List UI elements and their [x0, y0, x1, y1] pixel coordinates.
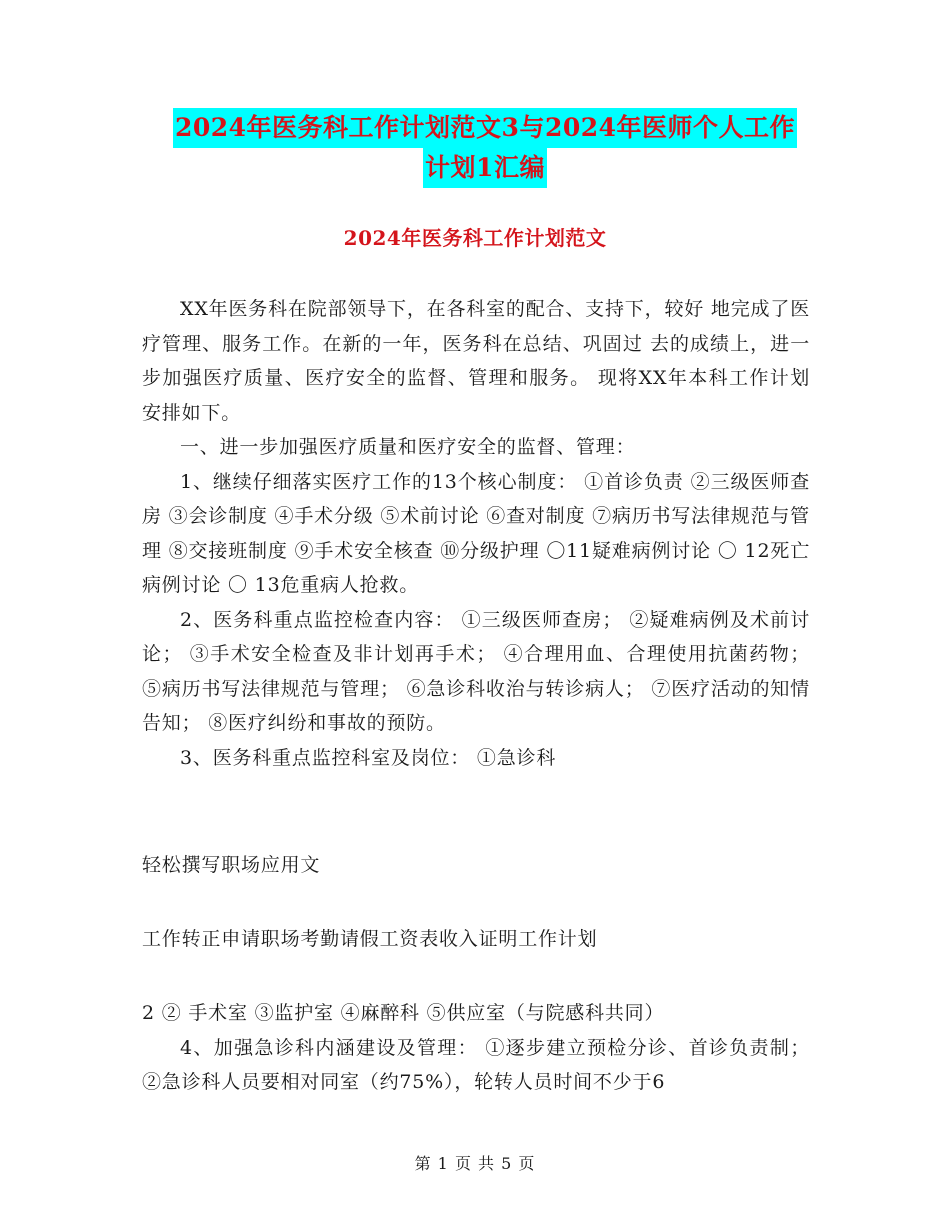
page-footer: 第 1 页 共 5 页 — [414, 1154, 536, 1173]
body-text-continued — [142, 996, 810, 1100]
ad-line-2 — [142, 922, 810, 957]
paragraph-item-1: 1、继续仔细落实医疗工作的13个核心制度： ①首诊负责 ②三级医师查房 ③会诊制度 ④手术分级 ⑤术前讨论 ⑥查对制度 ⑦病历书写法律规范与管理 ⑧交接班制度 ⑨手术安全核查 ⑩分级护理 〇11疑难病例讨论 〇 12死亡病例讨论 〇 13危重病人抢救。 — [142, 470, 810, 596]
section-title: 2024年医务科工作计划范文 — [343, 226, 607, 250]
paragraph-item-3: 3、医务科重点监控科室及岗位： ①急诊科 — [180, 746, 557, 769]
paragraph-item-2: 2、医务科重点监控检查内容： ①三级医师查房； ②疑难病例及术前讨论； ③手术安全检查及非计划再手术； ④合理用血、合理使用抗菌药物； ⑤病历书写法律规范与管理； ⑥急诊科收治与转诊病人； ⑦医疗活动的知情告知； ⑧医疗纠纷和事故的预防。 — [142, 608, 810, 734]
body-text — [142, 292, 810, 775]
paragraph-intro: XX年医务科在院部领导下，在各科室的配合、支持下，较好 地完成了医疗管理、服务工作。在新的一年，医务科在总结、巩固过 去的成绩上，进一步加强医疗质量、医疗安全的监督、管理和服务。 现将XX年本科工作计划安排如下。 — [142, 298, 810, 424]
title-line-2: 计划1汇编 — [423, 148, 547, 188]
ad-text-2: 工作转正申请职场考勤请假工资表收入证明工作计划 — [142, 928, 598, 950]
paragraph-heading-one: 一、进一步加强医疗质量和医疗安全的监督、管理： — [180, 436, 636, 458]
paragraph-item-4: 4、加强急诊科内涵建设及管理： ①逐步建立预检分诊、首诊负责制； ②急诊科人员要相对同室（约75%），轮转人员时间不少于6 — [142, 1036, 810, 1093]
document-title — [140, 108, 830, 188]
title-line-1: 2024年医务科工作计划范文3与2024年医师个人工作 — [173, 108, 797, 148]
ad-text-1: 轻松撰写职场应用文 — [142, 854, 321, 876]
paragraph-continuation: 2 ② 手术室 ③监护室 ④麻醉科 ⑤供应室（与院感科共同） — [142, 1002, 665, 1024]
ad-line-1 — [142, 848, 810, 883]
